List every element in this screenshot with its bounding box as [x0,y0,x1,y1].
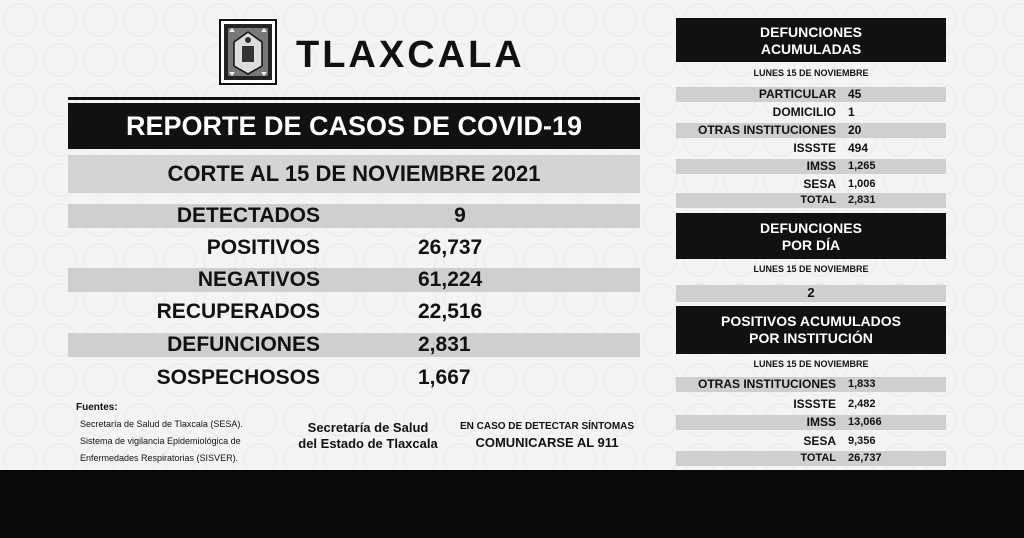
summary-label: NEGATIVOS [197,268,320,291]
positives-inst-row [676,397,946,412]
row-value: 20 [848,123,862,137]
summary-row-detectados [68,204,640,228]
bottom-black-bar [0,470,1024,538]
secretaria-label [288,420,448,452]
cutoff-date: CORTE AL 15 DE NOVIEMBRE 2021 [68,155,640,193]
row-label: PARTICULAR [758,87,836,101]
deaths-accum-row [676,177,946,192]
row-value: 13,066 [848,416,882,428]
row-value: 26,737 [848,452,882,464]
sources-heading: Fuentes: [76,402,118,413]
row-label: IMSS [806,415,836,429]
row-label: TOTAL [800,194,836,206]
sources-block [76,399,243,467]
summary-label: DETECTADOS [176,204,320,227]
deaths-accum-row [676,159,946,174]
row-value: 2 [807,285,815,300]
positives-inst-total-row [676,451,946,466]
row-value: 1 [848,105,855,119]
row-value: 9,356 [848,435,876,447]
positives-inst-row [676,434,946,449]
header-line: DEFUNCIONES [760,220,862,236]
row-value: 2,831 [848,194,876,206]
header-line: POR DÍA [781,237,841,253]
secretaria-line: del Estado de Tlaxcala [298,436,438,451]
summary-label: RECUPERADOS [156,300,320,323]
row-value: 2,482 [848,398,876,410]
row-value: 1,265 [848,160,876,172]
summary-label: POSITIVOS [206,236,320,259]
summary-label: SOSPECHOSOS [156,366,320,389]
deaths-accum-header [676,18,946,62]
deaths-accum-row [676,105,946,120]
row-value: 494 [848,141,869,155]
row-label: OTRAS INSTITUCIONES [697,123,836,137]
positives-inst-row [676,377,946,392]
positives-inst-row [676,415,946,430]
row-value: 45 [848,87,862,101]
deaths-accum-row [676,87,946,102]
emergency-line: COMUNICARSE AL 911 [475,435,619,450]
header-line: DEFUNCIONES [760,24,862,40]
deaths-day-date: LUNES 15 DE NOVIEMBRE [753,264,869,274]
positives-inst-header [676,306,946,354]
summary-value: 61,224 [418,268,483,291]
row-label: OTRAS INSTITUCIONES [697,377,836,391]
summary-row-positivos [68,236,640,260]
summary-row-recuperados [68,300,640,324]
source-line: Enfermedades Respiratorias (SISVER). [80,453,239,463]
row-value: 1,833 [848,378,876,390]
row-label: IMSS [806,159,836,173]
brand-title: TLAXCALA [296,34,525,76]
divider [68,97,640,100]
emergency-line: EN CASO DE DETECTAR SÍNTOMAS [459,421,635,432]
source-line: Sistema de vigilancia Epidemiológica de [80,436,241,446]
summary-row-defunciones [68,333,640,357]
row-label: ISSSTE [793,397,836,411]
summary-label: DEFUNCIONES [167,333,320,356]
summary-value: 26,737 [418,236,483,259]
row-label: DOMICILIO [772,105,836,119]
summary-value: 9 [454,204,466,227]
emergency-notice [452,420,642,451]
row-label: SESA [803,434,836,448]
row-label: TOTAL [800,452,836,464]
tlaxcala-coat-of-arms-icon [218,18,278,86]
row-value: 1,006 [848,178,876,190]
deaths-accum-total-row [676,193,946,208]
source-line: Secretaría de Salud de Tlaxcala (SESA). [80,419,243,429]
positives-inst-date: LUNES 15 DE NOVIEMBRE [753,359,869,369]
deaths-accum-row [676,141,946,156]
header-line: ACUMULADAS [760,41,862,57]
row-label: SESA [803,177,836,191]
report-title: REPORTE DE CASOS DE COVID-19 [68,103,640,149]
deaths-accum-row [676,123,946,138]
row-label: ISSSTE [793,141,836,155]
summary-value: 2,831 [418,333,471,356]
secretaria-line: Secretaría de Salud [307,420,429,435]
summary-row-negativos [68,268,640,292]
summary-row-sospechosos [68,366,640,390]
summary-value: 1,667 [418,366,471,389]
deaths-accum-date: LUNES 15 DE NOVIEMBRE [753,68,869,78]
deaths-day-row [676,285,946,302]
header-line: POSITIVOS ACUMULADOS [721,313,901,329]
deaths-day-header [676,213,946,259]
summary-value: 22,516 [418,300,483,323]
header-line: POR INSTITUCIÓN [749,330,873,346]
